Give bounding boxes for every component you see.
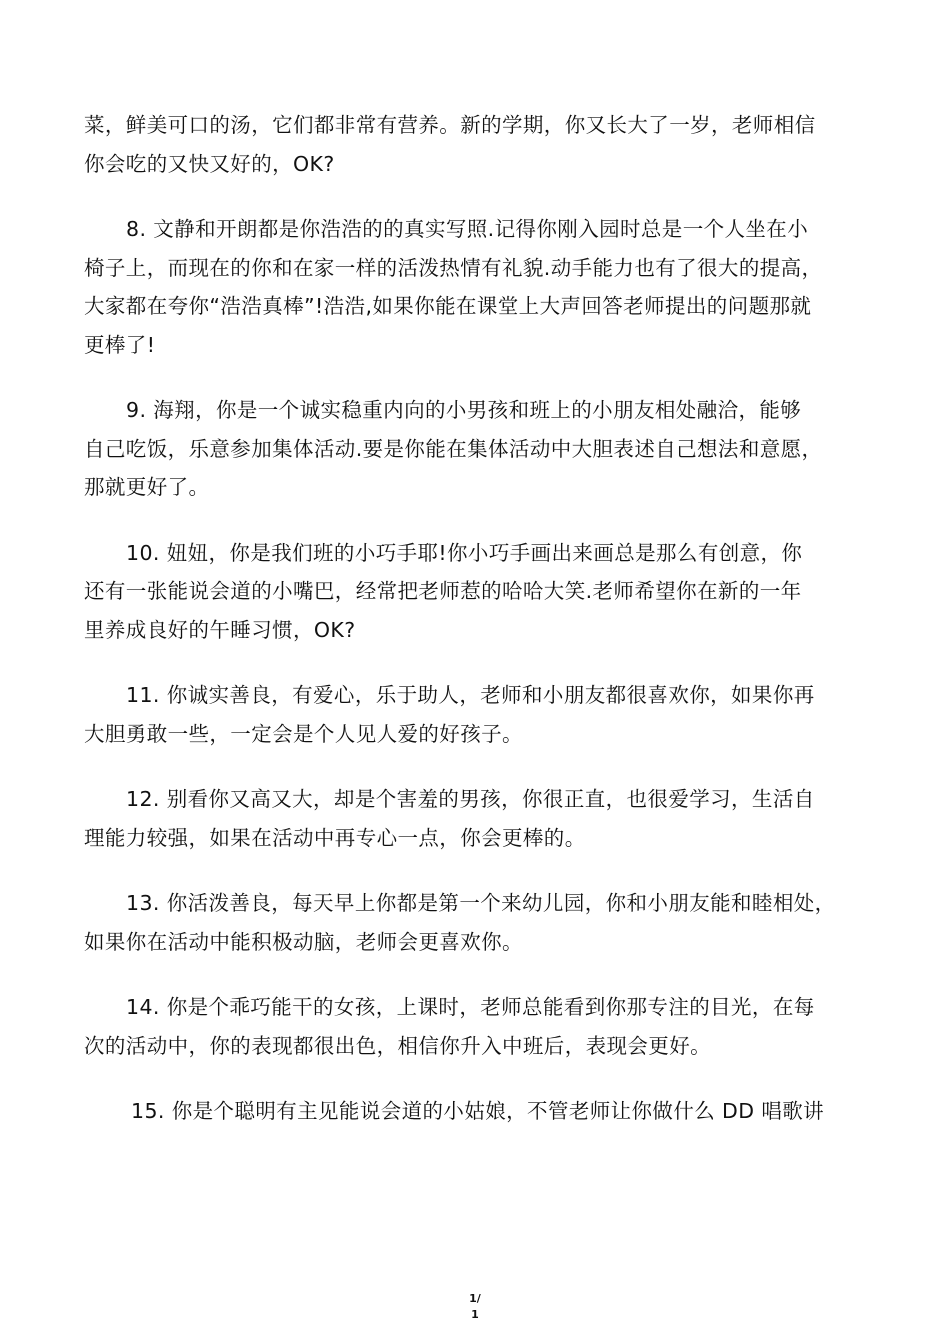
paragraph-14 — [84, 988, 874, 1065]
text-line: 更棒了! — [84, 332, 156, 357]
text-line: 9. 海翔，你是一个诚实稳重内向的小男孩和班上的小朋友相处融洽，能够 — [126, 398, 802, 422]
paragraph-9 — [84, 391, 874, 507]
text-line: 8. 文静和开朗都是你浩浩的的真实写照.记得你刚入园时总是一个人坐在小 — [126, 217, 809, 241]
text-line: 11. 你诚实善良，有爱心，乐于助人，老师和小朋友都很喜欢你，如果你再 — [126, 683, 815, 707]
text-line: 12. 别看你又高又大，却是个害羞的男孩，你很正直，也很爱学习，生活自 — [126, 787, 815, 811]
paragraph-8 — [84, 210, 874, 364]
paragraph-13 — [84, 884, 874, 961]
paragraph-11 — [84, 676, 874, 753]
text-line: 你会吃的又快又好的，OK? — [84, 151, 335, 176]
text-line: 如果你在活动中能积极动脑，老师会更喜欢你。 — [84, 929, 523, 954]
page-number — [0, 1291, 950, 1323]
page-number-line-1: 1/ — [469, 1292, 481, 1305]
text-line: 还有一张能说会道的小嘴巴，经常把老师惹的哈哈大笑.老师希望你在新的一年 — [84, 579, 802, 603]
text-line: 14. 你是个乖巧能干的女孩，上课时，老师总能看到你那专注的目光，在每 — [126, 995, 815, 1019]
text-line: 10. 妞妞，你是我们班的小巧手耶!你小巧手画出来画总是那么有创意，你 — [126, 540, 803, 565]
text-line: 13. 你活泼善良，每天早上你都是第一个来幼儿园，你和小朋友能和睦相处， — [126, 891, 836, 915]
paragraph-12 — [84, 780, 874, 857]
page-number-line-2: 1 — [471, 1308, 479, 1321]
text-line: 那就更好了。 — [84, 475, 210, 499]
paragraph-7-continued — [84, 106, 874, 183]
text-line: 次的活动中，你的表现都很出色，相信你升入中班后，表现会更好。 — [84, 1033, 711, 1058]
text-line: 大胆勇敢一些，一定会是个人见人爱的好孩子。 — [84, 721, 523, 746]
text-line: 15. 你是个聪明有主见能说会道的小姑娘，不管老师让你做什么 DD 唱歌讲 — [131, 1099, 825, 1123]
text-line: 自己吃饭，乐意参加集体活动.要是你能在集体活动中大胆表述自己想法和意愿， — [84, 436, 823, 461]
text-line: 大家都在夸你“浩浩真棒”!浩浩,如果你能在课堂上大声回答老师提出的问题那就 — [84, 294, 812, 318]
text-line: 理能力较强，如果在活动中再专心一点，你会更棒的。 — [84, 825, 586, 850]
text-line: 菜，鲜美可口的汤，它们都非常有营养。新的学期，你又长大了一岁，老师相信 — [84, 113, 816, 137]
text-line: 里养成良好的午睡习惯，OK? — [84, 617, 356, 642]
paragraph-15 — [84, 1092, 874, 1131]
paragraph-10 — [84, 534, 874, 650]
document-body — [84, 106, 874, 1158]
text-line: 椅子上，而现在的你和在家一样的活泼热情有礼貌.动手能力也有了很大的提高， — [84, 255, 823, 280]
